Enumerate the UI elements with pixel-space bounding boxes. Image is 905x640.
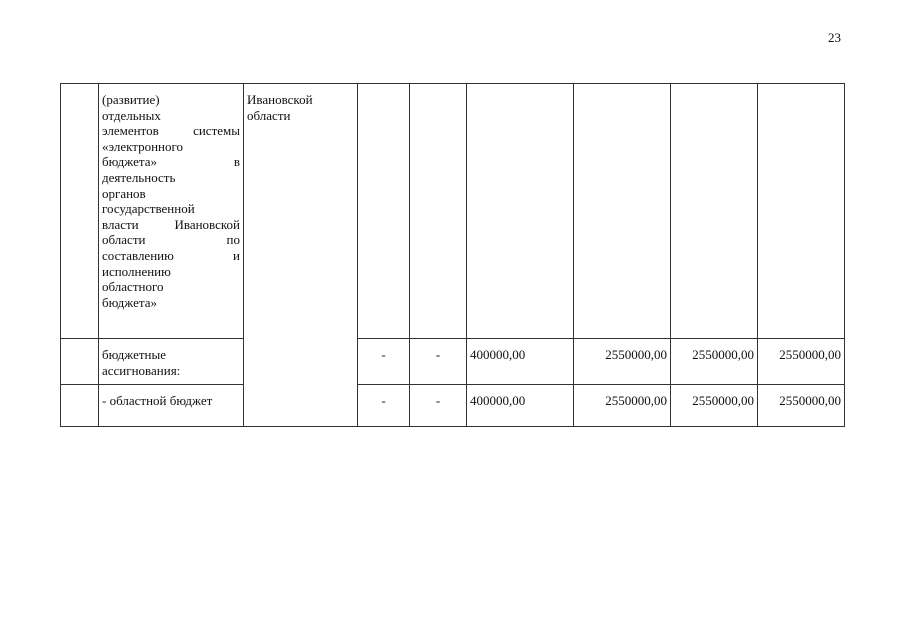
- description-line: (развитие): [102, 92, 160, 107]
- description-line: органов: [102, 185, 146, 201]
- value-cell: 2550000,00: [671, 339, 758, 385]
- description-line: области по: [102, 232, 240, 248]
- budget-table: [60, 83, 845, 427]
- value-cell: -: [410, 385, 467, 427]
- event-description-cell: [99, 84, 244, 339]
- description-line: составлению и: [102, 247, 240, 263]
- page-number: 23: [828, 30, 841, 45]
- description-line: отдельных: [102, 107, 161, 123]
- value-cell: 400000,00: [467, 385, 574, 427]
- value-cell: -: [358, 339, 410, 385]
- executor-cell: Ивановской области: [244, 84, 358, 427]
- description-line: власти Ивановской: [102, 216, 240, 232]
- row-number-cell: [61, 385, 99, 427]
- value-cell: 2550000,00: [574, 385, 671, 427]
- description-line: бюджета» в: [102, 154, 240, 170]
- empty-cell: [358, 84, 410, 339]
- table-row: [61, 339, 845, 385]
- empty-cell: [574, 84, 671, 339]
- value-cell: -: [410, 339, 467, 385]
- value-cell: 400000,00: [467, 339, 574, 385]
- table-row: [61, 385, 845, 427]
- empty-cell: [671, 84, 758, 339]
- empty-cell: [467, 84, 574, 339]
- description-line: бюджета»: [102, 294, 157, 310]
- value-cell: 2550000,00: [574, 339, 671, 385]
- description-line: элементов системы: [102, 123, 240, 139]
- regional-budget-label: - областной бюджет: [99, 385, 244, 427]
- value-cell: 2550000,00: [758, 339, 845, 385]
- value-cell: -: [358, 385, 410, 427]
- description-line: исполнению: [102, 263, 171, 279]
- budget-allocations-label: бюджетные ассигнования:: [99, 339, 244, 385]
- row-number-cell: [61, 339, 99, 385]
- empty-cell: [758, 84, 845, 339]
- description-line: «электронного: [102, 138, 184, 154]
- table-row: [61, 84, 845, 339]
- description-line: деятельность: [102, 169, 176, 185]
- value-cell: 2550000,00: [758, 385, 845, 427]
- value-cell: 2550000,00: [671, 385, 758, 427]
- row-number-cell: [61, 84, 99, 339]
- description-line: государственной: [102, 201, 195, 217]
- empty-cell: [410, 84, 467, 339]
- description-line: областного: [102, 279, 164, 295]
